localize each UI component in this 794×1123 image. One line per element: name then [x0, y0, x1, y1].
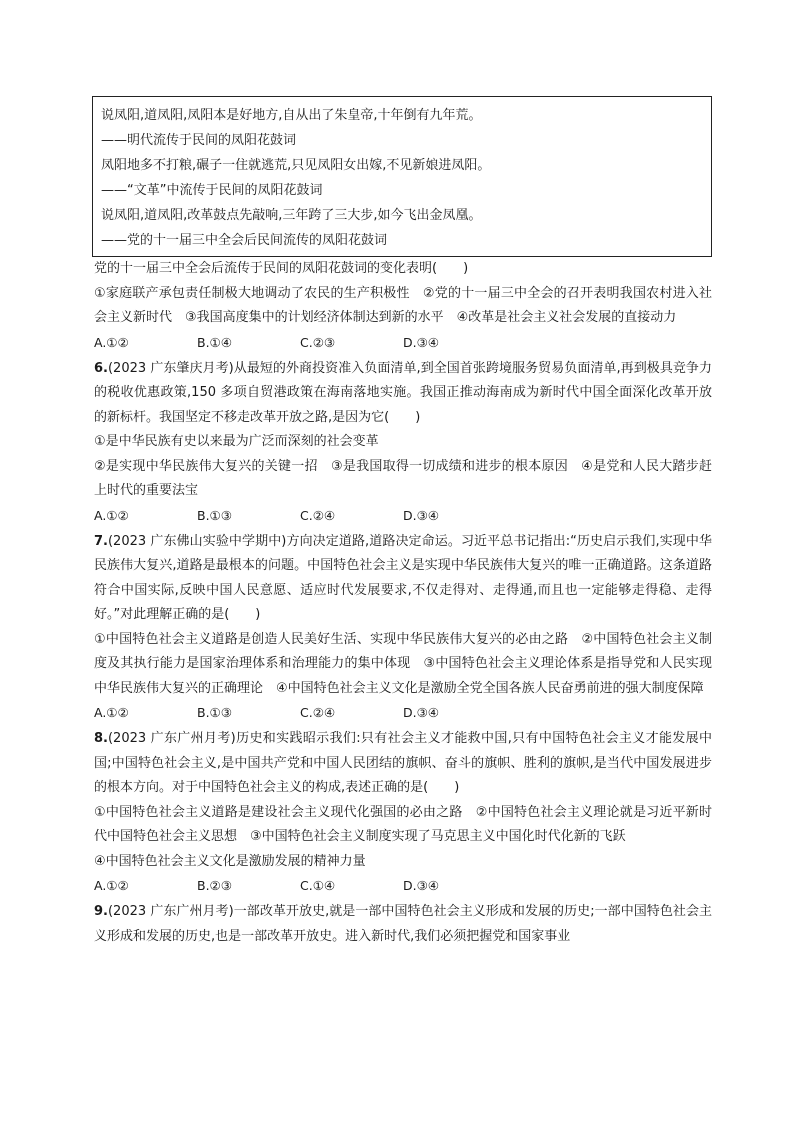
option-c: C.①④ [300, 878, 336, 893]
question-source: (2023 广东广州月考) [107, 731, 236, 746]
question-stem [94, 900, 712, 949]
question-statement: ①是中华民族有史以来最为广泛而深刻的社会变革 [94, 434, 379, 449]
question-number: 8. [94, 731, 108, 746]
question-text: 从最短的外商投资准入负面清单,到全国首张跨境服务贸易负面清单,再到极具竞争力的税收优惠政策,150 多项自贸港政策在海南落地实施。我国正推动海南成为新时代中国全面深化改革开放的新标杆。我国坚定不移走改革开放之路,是因为它( ) [94, 360, 712, 425]
question-text: 历史和实践昭示我们:只有社会主义才能救中国,只有中国特色社会主义才能发展中国;中国特色社会主义,是中国共产党和中国人民团结的旗帜、奋斗的旗帜、胜利的旗帜,是当代中国发展进步的根本方向。对于中国特色社会主义的构成,表述正确的是( ) [94, 731, 712, 795]
question-statement: ②是实现中华民族伟大复兴的关键一招 ③是我国取得一切成绩和进步的根本原因 ④是党和人民大踏步赶上时代的重要法宝 [94, 458, 712, 498]
quote-line: 凤阳地多不打粮,碾子一住就逃荒,只见凤阳女出嫁,不见新娘进凤阳。 [101, 158, 491, 173]
question-number: 7. [94, 533, 108, 549]
quote-source: ——“文革”中流传于民间的凤阳花鼓词 [101, 183, 323, 198]
option-b: B.①③ [197, 507, 232, 523]
question-8 [94, 727, 712, 898]
question-9 [94, 900, 712, 949]
question-6 [94, 357, 712, 528]
quote-source: ——明代流传于民间的凤阳花鼓词 [101, 133, 297, 148]
option-d: D.③④ [403, 705, 440, 720]
question-source: (2023 广东广州月考) [107, 904, 234, 919]
option-a: A.①② [94, 705, 129, 720]
question-statements: ①家庭联产承包责任制极大地调动了农民的生产积极性 ②党的十一届三中全会的召开表明我国农村进入社会主义新时代 ③我国高度集中的计划经济体制达到新的水平 ④改革是社会主义社会发展的直接动力 [94, 285, 712, 325]
quote-line: 说凤阳,道凤阳,凤阳本是好地方,自从出了朱皇帝,十年倒有九年荒。 [101, 108, 482, 123]
option-b: B.①③ [197, 705, 232, 720]
quote-source: ——党的十一届三中全会后民间流传的凤阳花鼓词 [101, 233, 388, 248]
option-a: A.①② [94, 878, 129, 893]
question-7 [94, 530, 712, 726]
question-number: 9. [94, 904, 108, 919]
question-stem [94, 530, 712, 628]
option-d: D.③④ [403, 507, 440, 523]
question-stem [94, 357, 712, 431]
question-source: (2023 广东肇庆月考) [107, 360, 234, 376]
answer-options [94, 874, 712, 898]
question-stem [94, 727, 712, 801]
answer-options [94, 701, 712, 725]
option-a: A.①② [94, 334, 129, 350]
answer-options [94, 331, 712, 355]
option-d: D.③④ [403, 334, 440, 350]
quote-box [92, 96, 712, 257]
question-number: 6. [94, 360, 108, 376]
question-5 [94, 257, 712, 355]
option-b: B.①④ [197, 334, 232, 350]
option-c: C.②③ [300, 334, 336, 350]
option-c: C.②④ [300, 507, 336, 523]
document-page [94, 96, 712, 949]
option-c: C.②④ [300, 705, 336, 720]
question-text: 一部改革开放史,就是一部中国特色社会主义形成和发展的历史;一部中国特色社会主义形成和发展的历史,也是一部改革开放史。进入新时代,我们必须把握党和国家事业 [94, 904, 712, 944]
answer-options [94, 504, 712, 528]
question-statement: ④中国特色社会主义文化是激励发展的精神力量 [94, 853, 366, 869]
option-b: B.②③ [197, 878, 232, 893]
question-stem: 党的十一届三中全会后流传于民间的凤阳花鼓词的变化表明( ) [94, 261, 469, 276]
question-source: (2023 广东佛山实验中学期中) [107, 533, 287, 549]
option-a: A.①② [94, 507, 129, 523]
question-text: 方向决定道路,道路决定命运。习近平总书记指出:“历史启示我们,实现中华民族伟大复兴,道路是最根本的问题。中国特色社会主义是实现中华民族伟大复兴的唯一正确道路。这条道路符合中国实际,反映中国人民意愿、适应时代发展要求,不仅走得对、走得通,而且也一定能够走得稳、走得好。”对此理解正确的是( ) [94, 533, 712, 622]
option-d: D.③④ [403, 878, 440, 893]
quote-line: 说凤阳,道凤阳,改革鼓点先敲响,三年跨了三大步,如今飞出金凤凰。 [101, 208, 482, 223]
question-statement: ①中国特色社会主义道路是建设社会主义现代化强国的必由之路 ②中国特色社会主义理论就是习近平新时代中国特色社会主义思想 ③中国特色社会主义制度实现了马克思主义中国化时代化新的飞跃 [94, 804, 712, 844]
question-statements: ①中国特色社会主义道路是创造人民美好生活、实现中华民族伟大复兴的必由之路 ②中国特色社会主义制度及其执行能力是国家治理体系和治理能力的集中体现 ③中国特色社会主义理论体系是指导党和人民实现中华民族伟大复兴的正确理论 ④中国特色社会主义文化是激励全党全国各族人民奋勇前进的强大制度保障 [94, 631, 712, 696]
